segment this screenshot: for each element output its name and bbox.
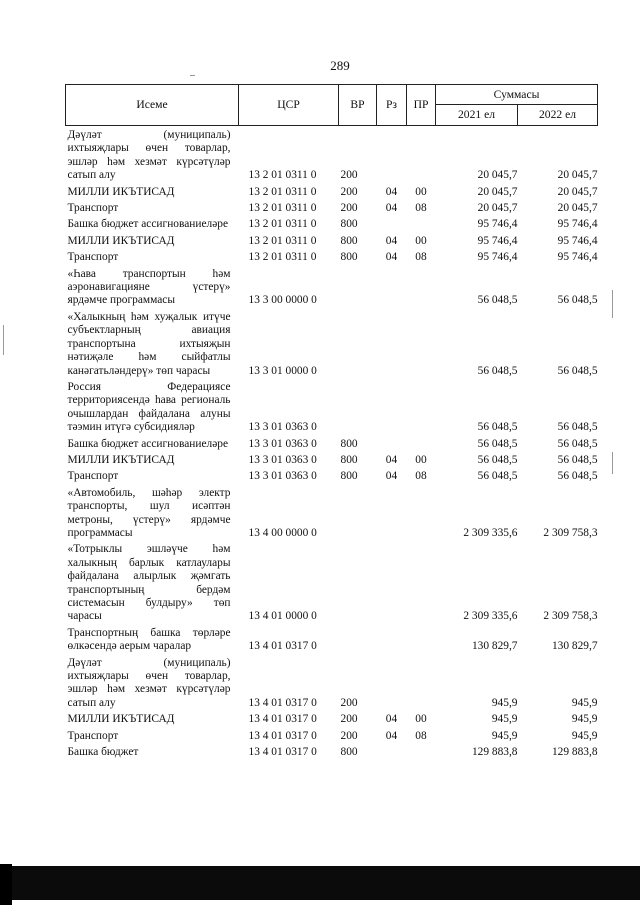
row-csr: 13 2 01 0311 0 [248, 234, 317, 247]
table-row [66, 727, 598, 743]
row-name: МИЛЛИ ИКЪТИСАД [67, 713, 175, 726]
row-pr [407, 265, 436, 308]
row-value-2021: 56 048,5 [477, 453, 518, 466]
row-value-2021: 2 309 335,6 [463, 526, 518, 539]
row-value-2022: 95 746,4 [557, 251, 598, 264]
row-value-2022: 945,9 [571, 696, 598, 709]
row-pr: 08 [415, 470, 427, 483]
table-row [66, 451, 598, 467]
row-csr: 13 2 01 0311 0 [248, 251, 317, 264]
row-value-2021: 945,9 [491, 713, 518, 726]
row-pr [407, 484, 436, 541]
row-value-2021: 56 048,5 [477, 294, 518, 307]
row-value-2021: 945,9 [491, 729, 518, 742]
row-value-2022: 56 048,5 [557, 294, 598, 307]
row-value-2021: 20 045,7 [477, 169, 518, 182]
row-csr: 13 3 01 0363 0 [248, 453, 317, 466]
scan-mark [612, 290, 613, 318]
row-value-2022: 56 048,5 [557, 364, 598, 377]
row-vr: 800 [340, 746, 358, 759]
scan-mark [190, 75, 195, 76]
row-name: МИЛЛИ ИКЪТИСАД [67, 234, 175, 247]
row-pr [407, 308, 436, 378]
table-row [66, 624, 598, 654]
row-rz: 04 [385, 470, 398, 483]
row-pr: 08 [415, 729, 427, 742]
row-value-2021: 20 045,7 [477, 185, 518, 198]
row-name: МИЛЛИ ИКЪТИСАД [67, 453, 175, 466]
row-value-2022: 95 746,4 [557, 234, 598, 247]
table-row [66, 378, 598, 435]
row-csr: 13 2 01 0311 0 [248, 169, 317, 182]
row-csr: 13 2 01 0311 0 [248, 202, 317, 215]
table-row [66, 743, 598, 759]
row-pr [407, 654, 436, 711]
row-rz [377, 308, 407, 378]
scan-bottom-edge [0, 866, 640, 900]
row-value-2022: 20 045,7 [557, 202, 598, 215]
row-name: Транспорт [67, 251, 119, 264]
page-number: 289 [330, 58, 350, 73]
row-csr: 13 3 01 0000 0 [248, 364, 317, 377]
row-name: Россия Федерациясе территориясендә һава региональ очышлардан файдалана алуны тәэмин итүгә субсидияләр [67, 380, 231, 434]
row-pr [407, 540, 436, 623]
row-vr: 800 [340, 470, 358, 483]
row-value-2021: 56 048,5 [477, 421, 518, 434]
row-vr: 800 [340, 251, 358, 264]
row-pr: 00 [415, 185, 427, 198]
row-name: Транспорт [67, 470, 119, 483]
row-value-2022: 20 045,7 [557, 169, 598, 182]
row-pr [407, 215, 436, 231]
table-row [66, 308, 598, 378]
row-pr: 00 [415, 713, 427, 726]
row-value-2022: 56 048,5 [557, 470, 598, 483]
table-row [66, 654, 598, 711]
row-rz [377, 540, 407, 623]
table-body [66, 126, 598, 760]
row-csr: 13 3 01 0363 0 [248, 421, 317, 434]
row-rz: 04 [385, 185, 398, 198]
scan-mark [612, 452, 613, 474]
row-pr: 00 [415, 453, 427, 466]
row-value-2022: 56 048,5 [557, 421, 598, 434]
row-vr [339, 484, 377, 541]
header-year-2021: 2021 ел [436, 105, 518, 126]
row-rz [377, 378, 407, 435]
row-name: Транспорт [67, 729, 119, 742]
header-year-2022: 2022 ел [518, 105, 598, 126]
table-row [66, 265, 598, 308]
row-csr: 13 3 01 0363 0 [248, 437, 317, 450]
row-rz: 04 [385, 202, 398, 215]
row-rz [377, 265, 407, 308]
row-vr [339, 378, 377, 435]
row-csr: 13 4 01 0317 0 [248, 729, 317, 742]
row-pr [407, 743, 436, 759]
row-csr: 13 4 01 0317 0 [248, 713, 317, 726]
header-sums: Суммасы [436, 85, 598, 105]
row-vr: 800 [340, 218, 358, 231]
row-csr: 13 3 00 0000 0 [248, 294, 317, 307]
table-row [66, 183, 598, 199]
row-value-2021: 129 883,8 [471, 746, 518, 759]
row-value-2021: 56 048,5 [477, 470, 518, 483]
table-row [66, 540, 598, 623]
header-csr: ЦСР [239, 85, 339, 126]
row-vr [339, 308, 377, 378]
row-vr: 800 [340, 234, 358, 247]
table-row [66, 710, 598, 726]
table-row [66, 126, 598, 183]
row-pr: 08 [415, 251, 427, 264]
row-rz: 04 [385, 234, 398, 247]
row-value-2021: 2 309 335,6 [463, 610, 518, 623]
row-vr: 800 [340, 453, 358, 466]
row-value-2021: 20 045,7 [477, 202, 518, 215]
scan-left-edge [0, 864, 12, 905]
row-value-2022: 95 746,4 [557, 218, 598, 231]
row-name: Дәүләт (муниципаль) ихтыяҗлары өчен товарлар, эшләр һәм хезмәт күрсәтүләр сатып алу [67, 129, 231, 182]
row-rz: 04 [385, 453, 398, 466]
row-rz: 04 [385, 251, 398, 264]
row-vr: 200 [340, 713, 358, 726]
header-name: Исеме [66, 85, 239, 126]
row-vr: 200 [340, 202, 358, 215]
row-rz [377, 624, 407, 654]
row-csr: 13 4 01 0317 0 [248, 696, 317, 709]
row-rz [377, 743, 407, 759]
row-pr [407, 624, 436, 654]
row-name: МИЛЛИ ИКЪТИСАД [67, 185, 175, 198]
row-value-2022: 130 829,7 [551, 640, 598, 653]
row-value-2021: 56 048,5 [477, 437, 518, 450]
row-rz [377, 126, 407, 183]
row-name: «Автомобиль, шәһәр электр транспорты, шул исәптән метроны, үстерү» ярдәмче программасы [67, 486, 231, 539]
table-row [66, 467, 598, 483]
row-vr [339, 265, 377, 308]
row-value-2022: 945,9 [571, 729, 598, 742]
header-vr: ВР [339, 85, 377, 126]
row-vr [339, 624, 377, 654]
row-vr: 800 [340, 437, 358, 450]
scan-mark [3, 325, 4, 355]
row-value-2021: 95 746,4 [477, 218, 518, 231]
row-csr: 13 4 01 0317 0 [248, 640, 317, 653]
budget-table [65, 84, 598, 759]
row-name: Башка бюджет ассигнованиеләре [67, 218, 229, 231]
table-row [66, 248, 598, 264]
row-rz [377, 435, 407, 451]
header-pr: ПР [407, 85, 436, 126]
row-name: Транспортның башка төрләре өлкәсендә аерым чаралар [67, 626, 231, 653]
table-row [66, 199, 598, 215]
row-value-2021: 95 746,4 [477, 251, 518, 264]
row-value-2021: 56 048,5 [477, 364, 518, 377]
row-name: «Һава транспортын һәм аэронавигацияне үстерү» ярдәмче программасы [67, 267, 231, 307]
row-pr [407, 435, 436, 451]
row-csr: 13 3 01 0363 0 [248, 470, 317, 483]
row-vr: 200 [340, 729, 358, 742]
row-pr: 00 [415, 234, 427, 247]
row-rz: 04 [385, 729, 398, 742]
row-rz [377, 654, 407, 711]
row-rz [377, 215, 407, 231]
row-value-2022: 129 883,8 [551, 746, 598, 759]
header-rz: Рз [377, 85, 407, 126]
row-value-2021: 130 829,7 [471, 640, 518, 653]
row-value-2022: 56 048,5 [557, 453, 598, 466]
row-vr [339, 540, 377, 623]
table-row [66, 435, 598, 451]
row-csr: 13 2 01 0311 0 [248, 218, 317, 231]
row-vr: 200 [340, 169, 358, 182]
table-row [66, 484, 598, 541]
row-name: Дәүләт (муниципаль) ихтыяҗлары өчен товарлар, эшләр һәм хезмәт күрсәтүләр сатып алу [67, 656, 231, 709]
row-csr: 13 4 00 0000 0 [248, 526, 317, 539]
row-vr: 200 [340, 185, 358, 198]
row-value-2022: 2 309 758,3 [543, 610, 598, 623]
row-csr: 13 2 01 0311 0 [248, 185, 317, 198]
row-value-2022: 56 048,5 [557, 437, 598, 450]
row-pr [407, 378, 436, 435]
row-name: «Халыкның һәм хуҗалык итүче субъектларның авиация транспортына ихтыяҗын нәтиҗәле һәм сыйфатлы канәгатьләндерү» төп чарасы [67, 310, 231, 377]
row-vr: 200 [340, 696, 358, 709]
row-value-2022: 20 045,7 [557, 185, 598, 198]
table-row [66, 215, 598, 231]
row-csr: 13 4 01 0317 0 [248, 746, 317, 759]
row-rz: 04 [385, 713, 398, 726]
row-pr [407, 126, 436, 183]
row-name: Башка бюджет ассигнованиеләре [67, 437, 229, 450]
row-value-2022: 2 309 758,3 [543, 526, 598, 539]
row-name: Башка бюджет [67, 746, 139, 759]
row-rz [377, 484, 407, 541]
row-value-2022: 945,9 [571, 713, 598, 726]
table-row [66, 232, 598, 248]
row-value-2021: 95 746,4 [477, 234, 518, 247]
row-name: «Тотрыклы эшләүче һәм халыкның барлык катлаулары файдалана алырлык җәмгать транспортының бердәм системасын булдыру» төп чарасы [67, 543, 231, 623]
row-csr: 13 4 01 0000 0 [248, 610, 317, 623]
row-value-2021: 945,9 [491, 696, 518, 709]
row-pr: 08 [415, 202, 427, 215]
row-name: Транспорт [67, 202, 119, 215]
